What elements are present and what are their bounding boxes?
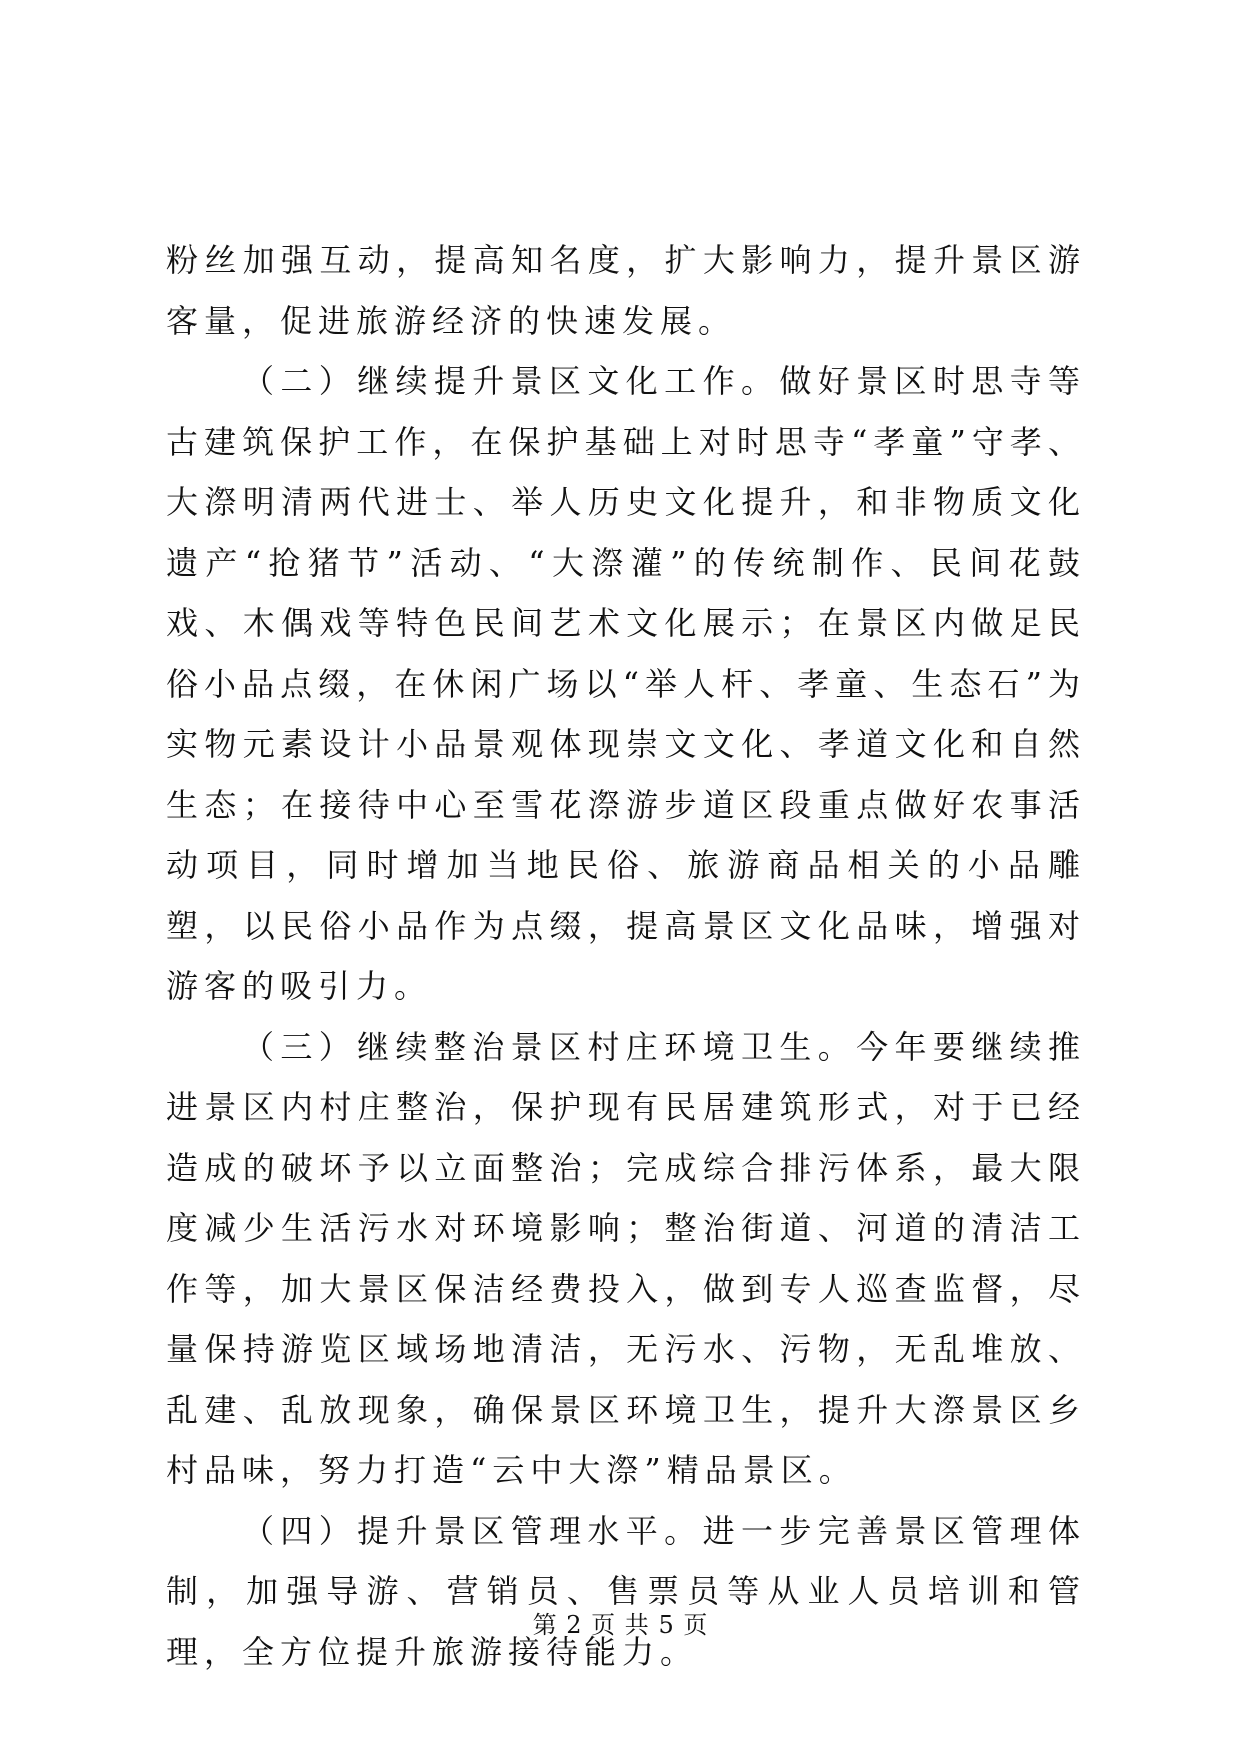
- paragraph-2: （二）继续提升景区文化工作。做好景区时思寺等古建筑保护工作，在保护基础上对时思寺“孝童”守孝、大漈明清两代进士、举人历史文化提升，和非物质文化遗产“抢猪节”活动、“大漈灌”的传统制作、民间花鼓戏、木偶戏等特色民间艺术文化展示；在景区内做足民俗小品点缀，在休闲广场以“举人杆、孝童、生态石”为实物元素设计小品景观体现崇文文化、孝道文化和自然生态；在接待中心至雪花漈游步道区段重点做好农事活动项目，同时增加当地民俗、旅游商品相关的小品雕塑，以民俗小品作为点缀，提高景区文化品味，增强对游客的吸引力。: [166, 362, 1086, 1005]
- paragraph-3: （三）继续整治景区村庄环境卫生。今年要继续推进景区内村庄整治，保护现有民居建筑形式，对于已经造成的破坏予以立面整治；完成综合排污体系，最大限度减少生活污水对环境影响；整治街道、河道的清洁工作等，加大景区保洁经费投入，做到专人巡查监督，尽量保持游览区域场地清洁，无污水、污物，无乱堆放、乱建、乱放现象，确保景区环境卫生，提升大漈景区乡村品味，努力打造“云中大漈”精品景区。: [166, 1027, 1086, 1489]
- paragraph-4: （四）提升景区管理水平。进一步完善景区管理体制，加强导游、营销员、售票员等从业人员培训和管理，全方位提升旅游接待能力。: [166, 1511, 1086, 1671]
- page-footer: 第 2 页 共 5 页: [532, 1611, 709, 1639]
- document-body: [166, 230, 1086, 1682]
- paragraph-1: 粉丝加强互动，提高知名度，扩大影响力，提升景区游客量，促进旅游经济的快速发展。: [166, 241, 1086, 340]
